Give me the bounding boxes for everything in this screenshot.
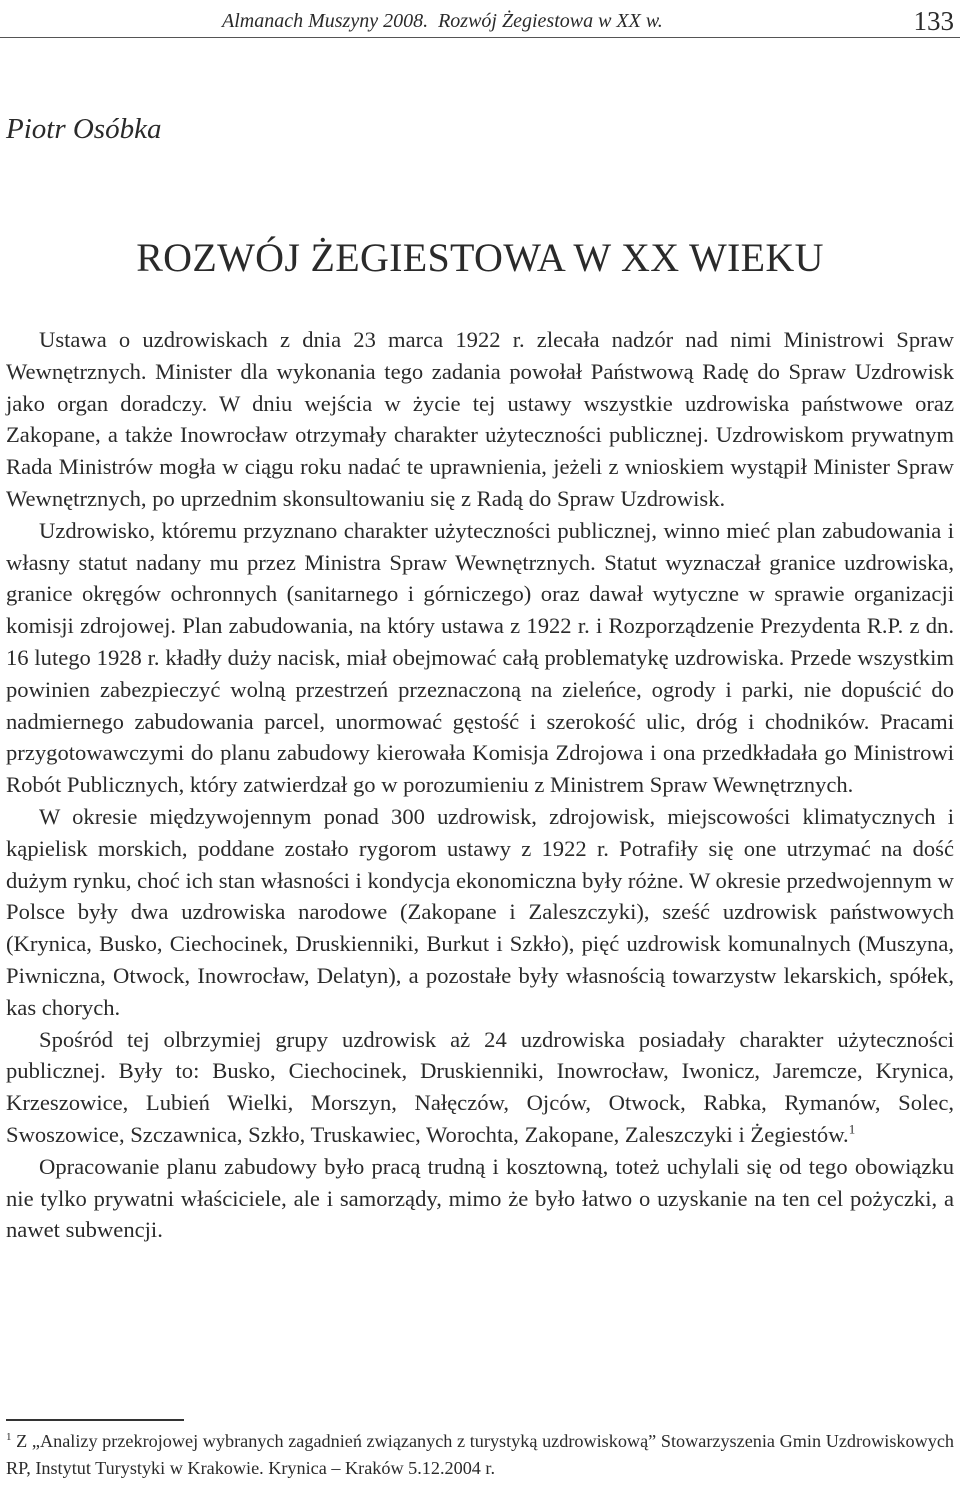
- paragraph-2-text: Uzdrowisko, któremu przyznano charakter użyteczności publicznej, winno mieć plan zabudowania i własny statut nadany mu przez Ministra Spraw Wewnętrznych. Statut wyznaczał granice uzdrowiska, granice okręgów ochronnych (sanitarnego i górniczego) oraz dawał wytyczne w sprawie organizacji komisji zdrojowej. Plan zabudowania, na który ustawa z 1922 r. i Rozporządzenie Prezydenta R.P. z dn. 16 lutego 1928 r. kładły duży nacisk, miał obejmować całą problematykę uzdrowiska. Przede wszystkim powinien zabezpieczyć wolną przestrzeń przeznaczoną na zieleńce, ogrody i parki, nie dopuścić do nadmiernego zabudowania parcel, unormować gęstość i szerokość ulic, dróg i chodników. Pracami przygotowawczymi do planu zabudowy kierowała Komisja Zdrojowa i ona przedkładała go Ministrowi Robót Publicznych, który zatwierdzał go w porozumieniu z Ministrem Spraw Wewnętrznych.: [6, 517, 954, 798]
- author-name: Piotr Osóbka: [6, 113, 162, 145]
- footnote-number: 1: [6, 1430, 12, 1443]
- paragraph-4: [6, 1024, 954, 1151]
- running-head: [0, 6, 960, 36]
- paragraph-4-text: Spośród tej olbrzymiej grupy uzdrowisk aż 24 uzdrowiska posiadały charakter użyteczności publicznej. Były to: Busko, Ciechocinek, Druskienniki, Inowrocław, Iwonicz, Jaremcze, Krynica, Krzeszowice, Lubień Wielki, Morszyn, Nałęczów, Ojców, Otwock, Rabka, Rymanów, Solec, Swoszowice, Szczawnica, Szkło, Truskawiec, Worochta, Zakopane, Zaleszczyki i Żegiestów.: [6, 1026, 954, 1147]
- footnote-reference[interactable]: 1: [848, 1121, 856, 1137]
- paragraph-5: [6, 1151, 954, 1246]
- running-title: Almanach Muszyny 2008. Rozwój Żegiestowa w XX w.: [222, 10, 663, 32]
- footnote: [6, 1428, 954, 1482]
- page-number: 133: [913, 6, 954, 36]
- article-body: [6, 324, 954, 1246]
- footnote-separator: [6, 1419, 184, 1421]
- paragraph-3-text: W okresie międzywojennym ponad 300 uzdrowisk, zdrojowisk, miejscowości klimatycznych i kąpielisk morskich, poddane zostało rygorom ustawy z 1922 r. Potrafiły się one utrzymać na dość dużym rynku, choć ich stan własności i kondycja ekonomiczna były różne. W okresie przedwojennym w Polsce były dwa uzdrowiska narodowe (Zakopane i Zaleszczyki), sześć uzdrowisk państwowych (Krynica, Busko, Ciechocinek, Druskienniki, Burkut i Szkło), pięć uzdrowisk komunalnych (Muszyna, Piwniczna, Otwock, Inowrocław, Delatyn), a pozostałe były własnością towarzystw lekarskich, spółek, kas chorych.: [6, 803, 954, 1020]
- paragraph-1: [6, 324, 954, 515]
- paragraph-2: [6, 515, 954, 801]
- header-rule: [0, 37, 960, 38]
- paragraph-5-text: Opracowanie planu zabudowy było pracą trudną i kosztowną, toteż uchylali się od tego obowiązku nie tylko prywatni właściciele, ale i samorządy, mimo że było łatwo o uzyskanie na ten cel pożyczki, a nawet subwencji.: [6, 1153, 954, 1243]
- paragraph-1-text: Ustawa o uzdrowiskach z dnia 23 marca 1922 r. zlecała nadzór nad nimi Ministrowi Spraw Wewnętrznych. Minister dla wykonania tego zadania powołał Państwową Radę do Spraw Uzdrowisk jako organ doradczy. W dniu wejścia w życie tej ustawy wszystkie uzdrowiska państwowe oraz Zakopane, a także Inowrocław otrzymały charakter użyteczności publicznej. Uzdrowiskom prywatnym Rada Ministrów mogła w ciągu roku nadać te uprawnienia, jeżeli z wnioskiem wystąpił Minister Spraw Wewnętrznych, po uprzednim skonsultowaniu się z Radą do Spraw Uzdrowisk.: [6, 327, 954, 511]
- article-title: ROZWÓJ ŻEGIESTOWA W XX WIEKU: [136, 235, 824, 280]
- paragraph-3: [6, 801, 954, 1024]
- footnote-text: Z „Analizy przekrojowej wybranych zagadnień związanych z turystyką uzdrowiskową” Stowarzyszenia Gmin Uzdrowiskowych RP, Instytut Turystyki w Krakowie. Krynica – Kraków 5.12.2004 r.: [6, 1431, 954, 1478]
